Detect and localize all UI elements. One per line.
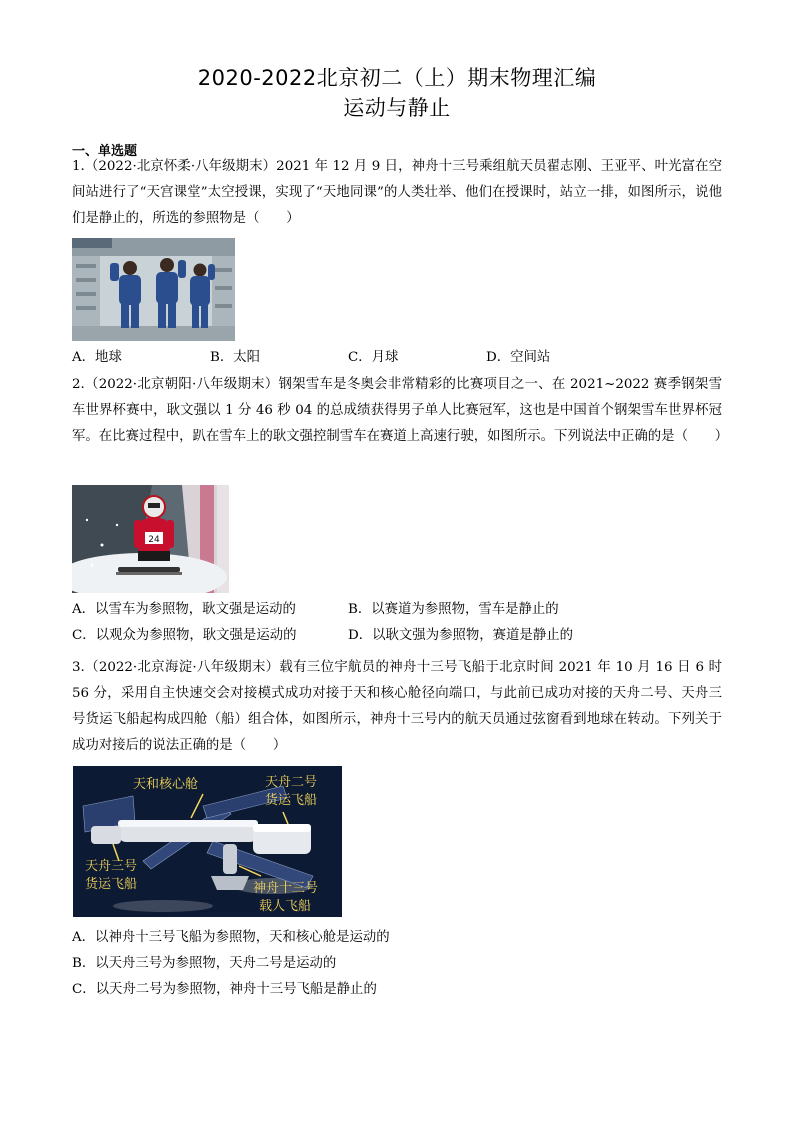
- question-2-stem: 2.（2022·北京朝阳·八年级期末）钢架雪车是冬奥会非常精彩的比赛项目之一、在 2021~2022 赛季钢架雪车世界杯赛中，耿文强以 1 分 46 秒 04 的总成绩获得男子单人比赛冠军，这也是中国首个钢架雪车世界杯冠军。在比赛过程中，趴在雪车上的耿文强控制雪车在赛道上高速行驶，如图所示。下列说法中正确的是（ ）: [72, 377, 729, 444]
- label-tianzhou-3-line1: 天舟三号: [85, 859, 138, 874]
- label-core-module: 天和核心舱: [133, 777, 199, 792]
- astronauts-photo: [72, 238, 235, 341]
- question-3-figure: [73, 766, 342, 917]
- skeleton-photo: [72, 485, 229, 593]
- question-1-options: [72, 345, 722, 371]
- space-station-photo: [73, 766, 342, 917]
- label-shenzhou-13-line1: 神舟十三号: [253, 881, 319, 896]
- option-c[interactable]: C．月球: [348, 350, 399, 365]
- bib-number: 24: [148, 535, 160, 545]
- question-1-figure: [72, 238, 235, 341]
- label-shenzhou-13-line2: 载人飞船: [259, 899, 312, 914]
- option-c[interactable]: C．以观众为参照物，耿文强是运动的: [72, 628, 297, 643]
- question-3-options: [72, 925, 722, 1003]
- document-subtitle: 运动与静止: [343, 96, 451, 120]
- option-c[interactable]: C．以天舟二号为参照物，神舟十三号飞船是静止的: [72, 982, 377, 997]
- label-tianzhou-2-line2: 货运飞船: [265, 793, 318, 808]
- section-heading: 一、单选题: [72, 144, 138, 159]
- option-a[interactable]: A．以神舟十三号飞船为参照物，天和核心舱是运动的: [72, 930, 390, 945]
- option-b[interactable]: B．以赛道为参照物，雪车是静止的: [348, 602, 559, 617]
- option-a[interactable]: A．地球: [72, 350, 122, 365]
- label-tianzhou-2-line1: 天舟二号: [265, 775, 318, 790]
- question-3-stem: 3.（2022·北京海淀·八年级期末）载有三位宇航员的神舟十三号飞船于北京时间 2021 年 10 月 16 日 6 时 56 分，采用自主快速交会对接模式成功对接于天和核心舱径向端口，与此前已成功对接的天舟二号、天舟三号货运飞船起构成四舱（船）组合体，如图所示，神舟十三号内的航天员通过弦窗看到地球在转动。下列关于成功对接后的说法正确的是（ ）: [72, 660, 722, 753]
- document-title: 2020-2022北京初二（上）期末物理汇编: [197, 66, 597, 90]
- label-tianzhou-3-line2: 货运飞船: [85, 877, 138, 892]
- option-a[interactable]: A．以雪车为参照物，耿文强是运动的: [72, 602, 296, 617]
- option-d[interactable]: D．以耿文强为参照物，赛道是静止的: [348, 628, 573, 643]
- option-b[interactable]: B．太阳: [210, 350, 261, 365]
- question-2-figure: [72, 485, 229, 593]
- question-1-stem: 1.（2022·北京怀柔·八年级期末）2021 年 12 月 9 日，神舟十三号乘组航天员翟志刚、王亚平、叶光富在空间站进行了“天宫课堂”太空授课，实现了“天地同课”的人类壮举、他们在授课时，站立一排，如图所示，说他们是静止的，所选的参照物是（ ）: [72, 159, 722, 226]
- question-2-options: [72, 597, 722, 649]
- option-d[interactable]: D．空间站: [486, 350, 551, 365]
- option-b[interactable]: B．以天舟三号为参照物，天舟二号是运动的: [72, 956, 337, 971]
